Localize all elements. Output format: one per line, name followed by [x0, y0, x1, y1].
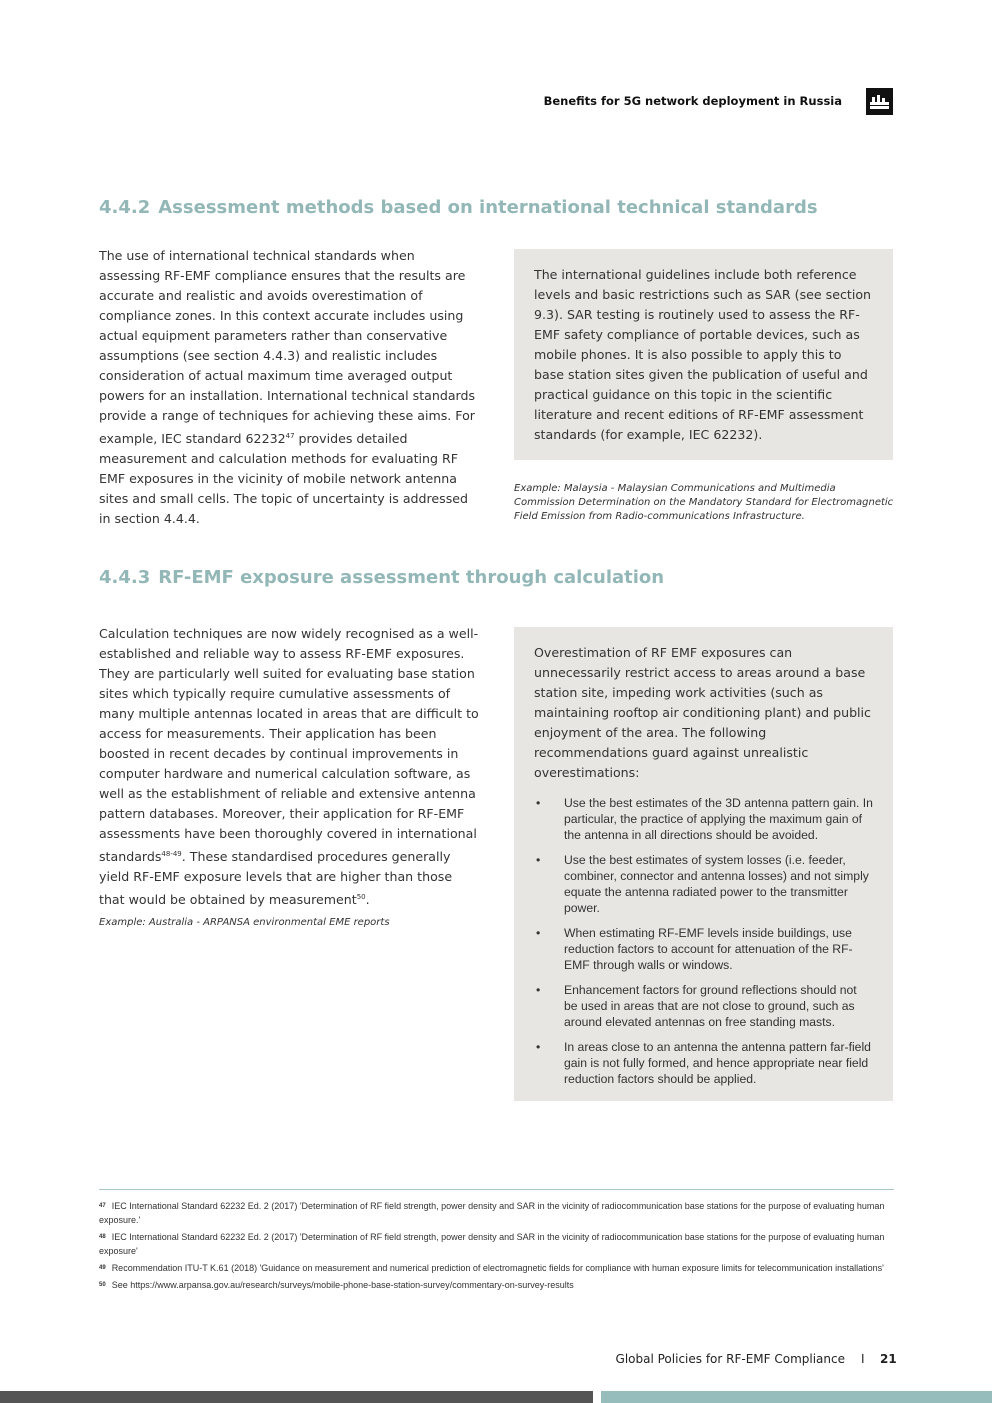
footnote-ref-50[interactable]: 50: [356, 893, 366, 902]
recommendation-item: • Use the best estimates of system losses (i.e. feeder, combiner, connector and antenna losses) and not simply equate the antenna radiated power to the transmitter power.: [534, 852, 873, 916]
section-442-number: 4.4.2: [99, 197, 151, 218]
footnote-number: 48: [99, 1234, 106, 1240]
recommendation-item: • In areas close to an antenna the antenna pattern far-field gain is not fully formed, and hence appropriate near field reduction factors should be applied.: [534, 1039, 873, 1087]
section-443-title: RF-EMF exposure assessment through calculation: [158, 567, 665, 588]
section-443-callout-box: [514, 627, 893, 1101]
section-443-body: [99, 624, 479, 910]
footnote-text: IEC International Standard 62232 Ed. 2 (2017) 'Determination of RF field strength, power density and SAR in the vicinity of radiocommunication base stations for the purpose of evaluating human exposure': [99, 1232, 885, 1256]
section-443-example: Example: Australia - ARPANSA environmental EME reports: [99, 917, 390, 928]
section-442-callout-box: [514, 249, 893, 460]
section-442-body: [99, 246, 479, 529]
footer-separator: I: [861, 1352, 865, 1366]
footnote-ref-48-49[interactable]: 48-49: [161, 850, 182, 858]
footnote-text: Recommendation ITU-T K.61 (2018) 'Guidance on measurement and numerical prediction of electromagnetic fields for compliance with human exposure limits for telecommunication installations': [111, 1263, 884, 1273]
footnote-text[interactable]: See https://www.arpansa.gov.au/research/surveys/mobile-phone-base-station-survey/commentary-on-survey-results: [111, 1280, 574, 1290]
report-logo-icon: [866, 88, 893, 115]
footer-bar-dark: [0, 1391, 593, 1403]
footer-title: Global Policies for RF-EMF Compliance: [615, 1352, 845, 1366]
section-443-heading: [99, 567, 664, 588]
footnote-text: IEC International Standard 62232 Ed. 2 (2017) 'Determination of RF field strength, power density and SAR in the vicinity of radiocommunication base stations for the purpose of evaluating human exposure.': [99, 1201, 885, 1225]
footnote-number: 49: [99, 1265, 106, 1271]
footnote-number: 50: [99, 1282, 106, 1288]
footnote-48: [99, 1230, 889, 1258]
recommendation-item: • Enhancement factors for ground reflections should not be used in areas that are not close to ground, such as around elevated antennas on free standing masts.: [534, 982, 873, 1030]
recommendation-item: • When estimating RF-EMF levels inside buildings, use reduction factors to account for attenuation of the RF-EMF through walls or windows.: [534, 925, 873, 973]
section-443-number: 4.4.3: [99, 567, 151, 588]
footnotes-list: [99, 1199, 889, 1295]
section-442-body-text-a: The use of international technical standards when assessing RF-EMF compliance ensures that the results are accurate and realistic and avoids overestimation of compliance zones. In this context accurate includes using actual equipment parameters rather than conservative assumptions (see section 4.4.3) and realistic includes consideration of actual maximum time averaged output powers for an installation. International technical standards provide a range of techniques for achieving these aims. For example, IEC standard 62232: [99, 248, 476, 447]
footer-bar-teal: [601, 1391, 992, 1403]
section-443-body-text-a: Calculation techniques are now widely recognised as a well-established and reliable way to assess RF-EMF exposures. They are particularly well suited for evaluating base station sites which typically require cumulative assessments of many multiple antennas located in areas that are difficult to access for measurements. Their application has been boosted in recent decades by continual improvements in computer hardware and numerical calculation software, as well as the establishment of reliable and extensive antenna pattern databases. Moreover, their application for RF-EMF assessments have been thoroughly covered in international standards: [99, 626, 479, 865]
footnote-number: 47: [99, 1203, 106, 1209]
section-442-title: Assessment methods based on international technical standards: [158, 197, 818, 218]
section-442-example: Example: Malaysia - Malaysian Communications and Multimedia Commission Determination on the Mandatory Standard for Electromagnetic Field Emission from Radio-communications Infrastructure.: [514, 483, 894, 522]
section-442-body-text-b: provides detailed measurement and calculation methods for evaluating RF EMF exposures in the vicinity of mobile network antenna sites and small cells. The topic of uncertainty is addressed in section 4.4.4.: [99, 431, 469, 527]
section-443-callout-intro: Overestimation of RF EMF exposures can unnecessarily restrict access to areas around a base station site, impeding work activities (such as maintaining rooftop air conditioning plant) and public enjoyment of the area. The following recommendations guard against unrealistic overestimations:: [534, 645, 871, 780]
section-443-body-text-c: .: [365, 892, 370, 908]
footnote-47: [99, 1199, 889, 1227]
footnote-ref-47[interactable]: 47: [285, 432, 295, 440]
running-header-title: Benefits for 5G network deployment in Russia: [543, 94, 842, 108]
page-number: 21: [880, 1352, 897, 1366]
recommendations-list: [534, 795, 873, 1087]
section-442-heading: [99, 197, 818, 218]
footnote-49: [99, 1261, 889, 1275]
recommendation-item: • Use the best estimates of the 3D antenna pattern gain. In particular, the practice of applying the maximum gain of the antenna in all directions should be avoided.: [534, 795, 873, 843]
footnote-divider: [99, 1189, 894, 1190]
section-442-callout-text: The international guidelines include both reference levels and basic restrictions such as SAR (see section 9.3). SAR testing is routinely used to assess the RF-EMF safety compliance of portable devices, such as mobile phones. It is also possible to apply this to base station sites given the publication of useful and practical guidance on this topic in the scientific literature and recent editions of RF-EMF assessment standards (for example, IEC 62232).: [534, 267, 872, 442]
section-443-body-text-b: . These standardised procedures generally yield RF-EMF exposure levels that are higher than those that would be obtained by measurement: [99, 849, 453, 908]
footnote-50: [99, 1278, 889, 1292]
